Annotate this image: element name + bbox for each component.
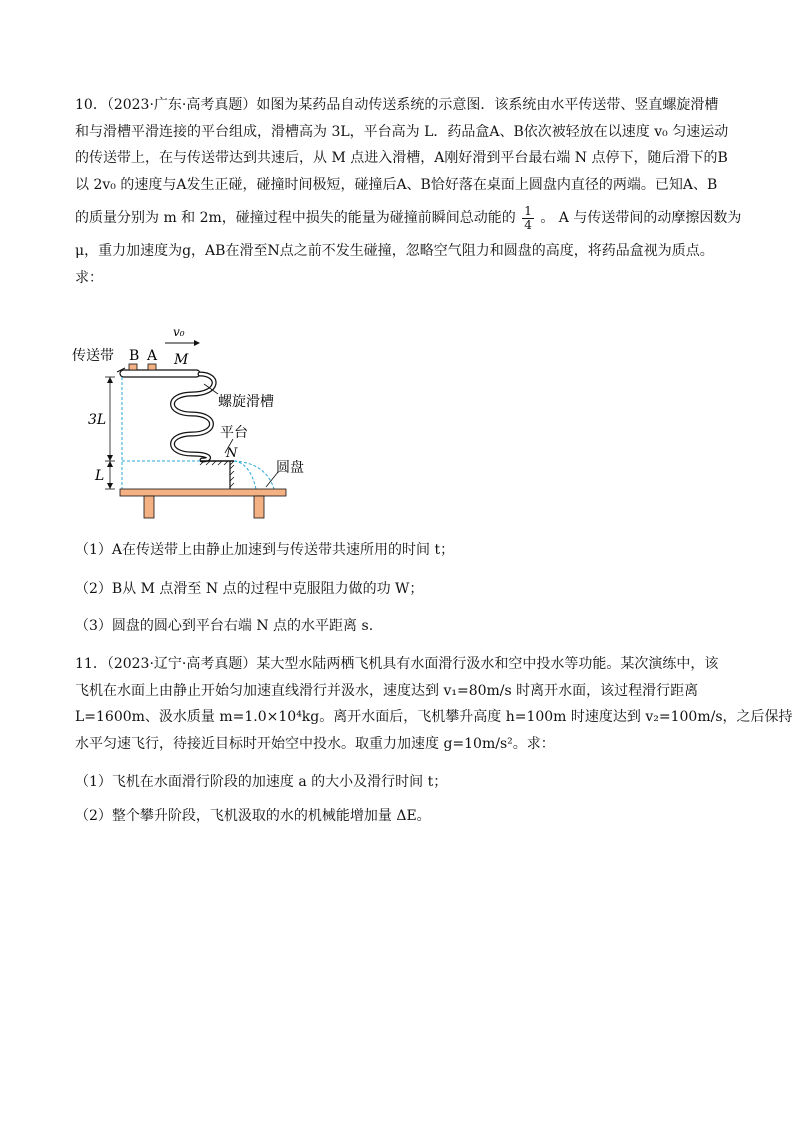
disk-label: 圆盘 [276,460,304,476]
trajectory-a [234,461,256,489]
q10-line-2: 和与滑槽平滑连接的平台组成，滑槽高为 3L，平台高为 L．药品盒A、B依次被轻放在以速度 v₀ 匀速运动 [75,123,729,140]
q10-line-5b: 。 A 与传送带间的动摩擦因数为 [540,210,742,226]
dim-arrow-mid-up [107,455,113,461]
dim-arrow-top [107,377,113,383]
q11-line-4: 水平匀速飞行，待接近目标时开始空中投水。取重力加速度 g=10m/s²。求： [75,735,555,752]
point-n-label: N [226,446,238,461]
q10-line-4: 以 2v₀ 的速度与A发生正碰，碰撞时间极短，碰撞后A、B恰好落在桌面上圆盘内直径的两端。已知A、B [75,176,718,193]
support-hatch [230,465,234,487]
dim-arrow-bottom [107,483,113,489]
fraction-numerator: 1 [524,203,532,218]
q11-line-3: L=1600m、汲水质量 m=1.0×10⁴kg。离开水面后，飞机攀升高度 h=100m 时速度达到 v₂=100m/s，之后保持 [75,709,793,725]
q10-line-1: 10．（2023·广东·高考真题）如图为某药品自动传送系统的示意图．该系统由水平传送带、竖直螺旋滑槽 [75,97,719,113]
q10-line-5a: 的质量分别为 m 和 2m，碰撞过程中损失的能量为碰撞前瞬间总动能的 [75,210,516,226]
q11-line-1: 11．（2023·辽宁·高考真题）某大型水陆两栖飞机具有水面滑行汲水和空中投水等功能。某次演练中，该 [75,656,719,672]
q10-line-7: 求： [75,269,103,286]
q10-subquestion-3: （3）圆盘的圆心到平台右端 N 点的水平距离 s. [75,618,374,634]
q11-subquestion-2: （2）整个攀升阶段，飞机汲取的水的机械能增加量 ΔE。 [75,808,431,824]
velocity-arrow-head [194,340,200,346]
q10-subquestion-2: （2）B从 M 点滑至 N 点的过程中克服阻力做的功 W； [75,581,424,597]
box-a [148,364,156,370]
platform-label: 平台 [220,425,248,441]
q10-line-5 [75,198,742,238]
conveyor-belt [120,370,200,377]
table-leg-right [254,496,264,518]
q10-line-6: μ，重力加速度为g，AB在滑至N点之前不发生碰撞，忽略空气阻力和圆盘的高度，将药品盒视为质点。 [75,243,714,259]
dim-3l-label: 3L [88,412,107,428]
question-10 [75,92,742,291]
conveyor-system-diagram [70,322,304,522]
point-m-label: M [174,352,189,368]
fraction-denominator: 4 [524,217,532,232]
table-top [120,489,286,496]
dim-l-label: L [95,468,105,484]
table-leg-left [144,496,154,518]
box-a-label: A [147,348,158,364]
conveyor-label: 传送带 [72,348,114,364]
spiral-slide-label: 螺旋滑槽 [218,394,274,410]
box-b-label: B [129,348,140,364]
box-b [129,364,137,370]
v0-label: v₀ [173,325,185,339]
q11-line-2: 飞机在水面上由静止开始匀加速直线滑行并汲水，速度达到 v₁=80m/s 时离开水面，该过程滑行距离 [75,682,699,699]
question-11 [75,651,793,757]
q10-line-3: 的传送带上，在与传送带达到共速后，从 M 点进入滑槽，A刚好滑到平台最右端 N 点停下，随后滑下的B [75,150,728,166]
energy-loss-fraction [522,205,534,232]
q10-subquestion-1: （1）A在传送带上由静止加速到与传送带共速所用的时间 t； [75,542,455,558]
q11-subquestion-1: （1）飞机在水面滑行阶段的加速度 a 的大小及滑行时间 t； [75,774,448,790]
dim-arrow-mid-down [107,461,113,467]
